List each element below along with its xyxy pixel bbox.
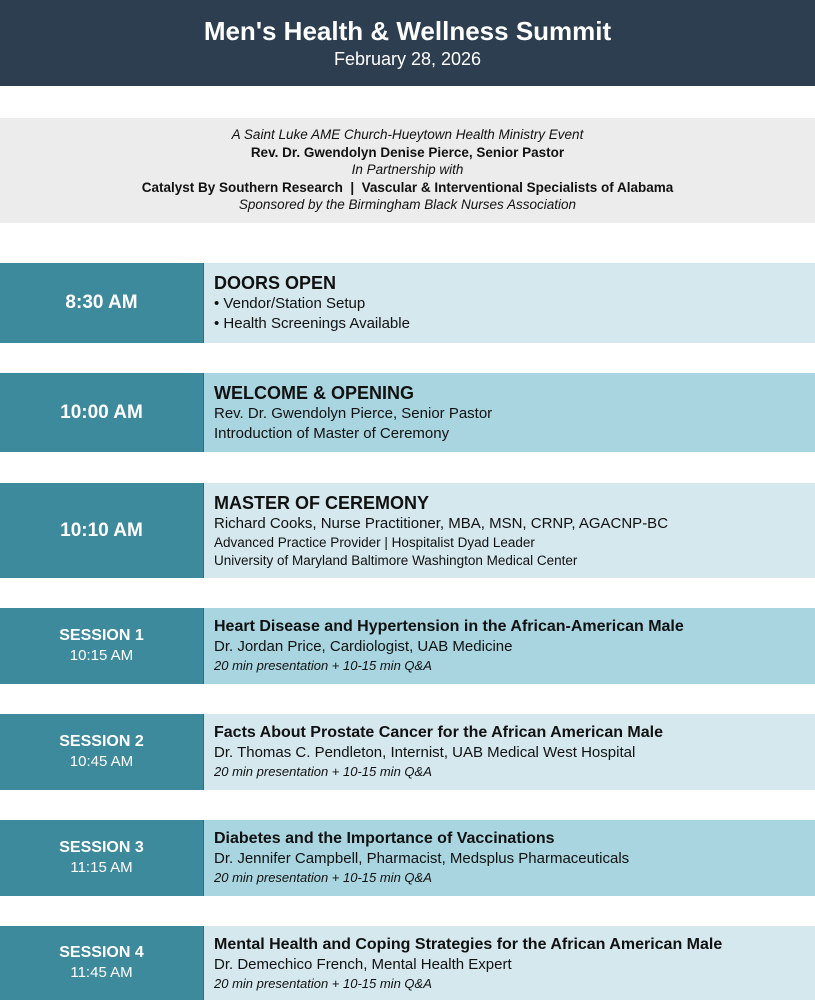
item-line: • Health Screenings Available [214, 315, 410, 332]
pastor-line: Rev. Dr. Gwendolyn Denise Pierce, Senior Pastor [250, 144, 565, 160]
format-note: 20 min presentation + 10-15 min Q&A [214, 764, 432, 779]
in-partnership-line: In Partnership with [351, 162, 464, 177]
schedule-row-welcome [0, 373, 815, 452]
schedule-row-master-of-ceremony [0, 483, 815, 578]
time-cell [0, 820, 204, 896]
session-title: Mental Health and Coping Strategies for the African American Male [214, 936, 723, 953]
time-cell [0, 714, 204, 790]
item-title: MASTER OF CEREMONY [214, 493, 430, 513]
item-line-small: Advanced Practice Provider | Hospitalist Dyad Leader [214, 535, 535, 550]
partnership-block [0, 118, 815, 223]
time-cell [0, 263, 204, 343]
schedule-row-session-2 [0, 714, 815, 790]
item-line: • Vendor/Station Setup [214, 295, 366, 312]
time-cell [0, 608, 204, 684]
detail-cell [204, 373, 815, 452]
detail-cell [204, 714, 815, 790]
time-label: 10:10 AM [60, 519, 143, 541]
detail-cell [204, 483, 815, 578]
detail-cell [204, 820, 815, 896]
item-title: WELCOME & OPENING [214, 383, 415, 403]
speaker-line: Dr. Jennifer Campbell, Pharmacist, Medsplus Pharmaceuticals [214, 850, 630, 867]
event-date: February 28, 2026 [333, 49, 482, 69]
item-line: Richard Cooks, Nurse Practitioner, MBA, MSN, CRNP, AGACNP-BC [214, 515, 669, 532]
session-title: Heart Disease and Hypertension in the African-American Male [214, 618, 684, 635]
time-cell [0, 373, 204, 452]
sponsor-line: Sponsored by the Birmingham Black Nurses Association [238, 197, 577, 212]
time-cell [0, 926, 204, 1000]
session-title: Diabetes and the Importance of Vaccinations [214, 830, 555, 847]
page-title: Men's Health & Wellness Summit [203, 16, 612, 46]
format-note: 20 min presentation + 10-15 min Q&A [214, 870, 432, 885]
item-line-small: University of Maryland Baltimore Washington Medical Center [214, 553, 578, 568]
detail-cell [204, 263, 815, 343]
speaker-line: Dr. Jordan Price, Cardiologist, UAB Medicine [214, 638, 513, 655]
session-title: Facts About Prostate Cancer for the African American Male [214, 724, 663, 741]
format-note: 20 min presentation + 10-15 min Q&A [214, 976, 432, 991]
item-line: Introduction of Master of Ceremony [214, 425, 450, 442]
session-label: SESSION 4 [59, 944, 144, 961]
schedule-row-session-3 [0, 820, 815, 896]
time-label: 10:00 AM [60, 401, 143, 423]
time-label: 11:15 AM [70, 859, 133, 876]
speaker-line: Dr. Demechico French, Mental Health Expert [214, 956, 512, 973]
detail-cell [204, 926, 815, 1000]
time-cell [0, 483, 204, 578]
schedule-row-session-4 [0, 926, 815, 1000]
time-label: 10:15 AM [69, 647, 134, 664]
item-line: Rev. Dr. Gwendolyn Pierce, Senior Pastor [214, 405, 493, 422]
speaker-line: Dr. Thomas C. Pendleton, Internist, UAB Medical West Hospital [214, 744, 636, 761]
detail-cell [204, 608, 815, 684]
schedule-row-session-1 [0, 608, 815, 684]
partners-line: Catalyst By Southern Research | Vascular & Interventional Specialists of Alabama [141, 179, 674, 195]
item-title: DOORS OPEN [214, 273, 337, 293]
session-label: SESSION 2 [59, 733, 144, 750]
page-header [0, 0, 815, 86]
schedule-row-doors-open [0, 263, 815, 343]
time-label: 10:45 AM [69, 753, 134, 770]
time-label: 8:30 AM [65, 292, 138, 313]
session-label: SESSION 3 [59, 839, 144, 856]
session-label: SESSION 1 [59, 627, 144, 644]
format-note: 20 min presentation + 10-15 min Q&A [214, 658, 432, 673]
event-line: A Saint Luke AME Church-Hueytown Health Ministry Event [231, 127, 584, 142]
time-label: 11:45 AM [70, 964, 133, 981]
